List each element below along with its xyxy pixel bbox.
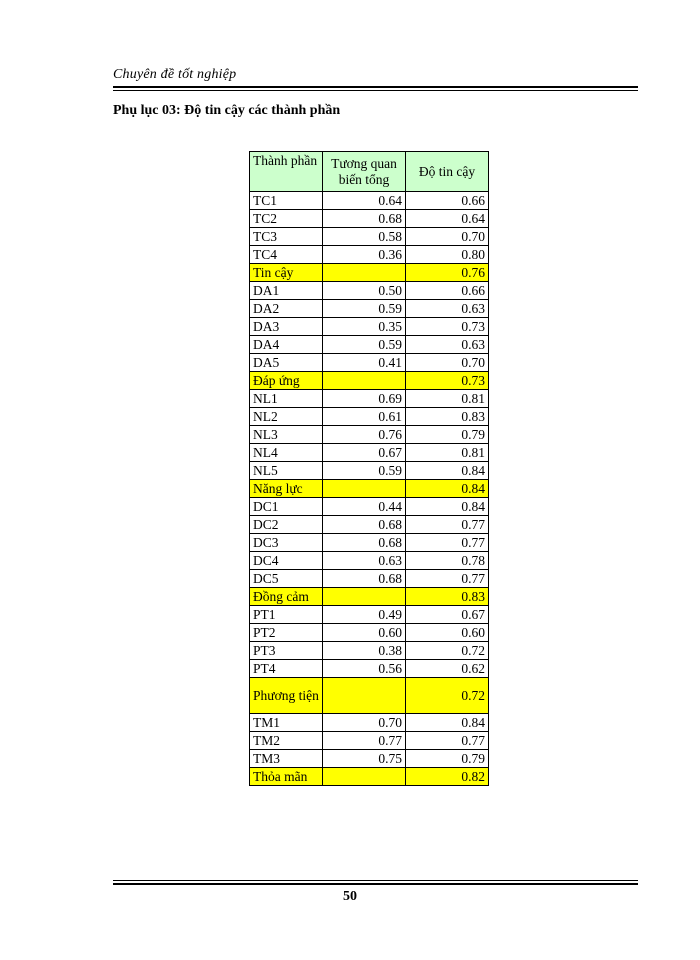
- cell-reliability: 0.70: [406, 228, 489, 246]
- cell-component: PT2: [250, 624, 323, 642]
- cell-reliability: 0.70: [406, 354, 489, 372]
- cell-component: TC3: [250, 228, 323, 246]
- table-header-row: [250, 152, 489, 192]
- cell-component: PT3: [250, 642, 323, 660]
- cell-reliability: 0.73: [406, 318, 489, 336]
- cell-reliability: 0.79: [406, 750, 489, 768]
- cell-correlation: 0.64: [323, 192, 406, 210]
- cell-reliability: 0.77: [406, 516, 489, 534]
- cell-reliability: 0.81: [406, 390, 489, 408]
- header-rule-thin: [113, 90, 638, 91]
- cell-reliability: 0.72: [406, 678, 489, 714]
- cell-reliability: 0.78: [406, 552, 489, 570]
- cell-component: TC1: [250, 192, 323, 210]
- cell-correlation: 0.68: [323, 516, 406, 534]
- table-row: [250, 660, 489, 678]
- cell-correlation: 0.58: [323, 228, 406, 246]
- cell-correlation: 0.35: [323, 318, 406, 336]
- cell-reliability: 0.84: [406, 480, 489, 498]
- cell-reliability: 0.66: [406, 192, 489, 210]
- table-row: [250, 462, 489, 480]
- cell-component: DC1: [250, 498, 323, 516]
- table-row: [250, 570, 489, 588]
- running-header: Chuyên đề tốt nghiệp: [113, 67, 237, 82]
- table-row: [250, 606, 489, 624]
- cell-reliability: 0.83: [406, 588, 489, 606]
- table-row: [250, 642, 489, 660]
- table-row: [250, 714, 489, 732]
- table-row: [250, 516, 489, 534]
- table-row: [250, 732, 489, 750]
- cell-reliability: 0.84: [406, 714, 489, 732]
- cell-correlation: 0.56: [323, 660, 406, 678]
- cell-reliability: 0.79: [406, 426, 489, 444]
- cell-component: DC5: [250, 570, 323, 588]
- table-row: [250, 498, 489, 516]
- summary-row: [250, 372, 489, 390]
- table-row: [250, 390, 489, 408]
- table-row: [250, 282, 489, 300]
- cell-component: NL1: [250, 390, 323, 408]
- cell-correlation: 0.61: [323, 408, 406, 426]
- cell-component: TC2: [250, 210, 323, 228]
- cell-component: TM2: [250, 732, 323, 750]
- table-row: [250, 336, 489, 354]
- cell-component: Phương tiện: [250, 678, 323, 714]
- cell-component: NL3: [250, 426, 323, 444]
- cell-correlation: 0.63: [323, 552, 406, 570]
- cell-correlation: 0.68: [323, 570, 406, 588]
- table-row: [250, 318, 489, 336]
- cell-component: Năng lực: [250, 480, 323, 498]
- column-header-reliability: Độ tin cậy: [406, 152, 489, 192]
- cell-correlation: [323, 588, 406, 606]
- cell-component: Đáp ứng: [250, 372, 323, 390]
- cell-correlation: 0.59: [323, 462, 406, 480]
- cell-component: PT4: [250, 660, 323, 678]
- cell-reliability: 0.66: [406, 282, 489, 300]
- cell-correlation: 0.59: [323, 300, 406, 318]
- cell-correlation: 0.75: [323, 750, 406, 768]
- cell-reliability: 0.77: [406, 570, 489, 588]
- cell-reliability: 0.81: [406, 444, 489, 462]
- cell-correlation: 0.69: [323, 390, 406, 408]
- summary-row: [250, 768, 489, 786]
- cell-correlation: 0.76: [323, 426, 406, 444]
- table-row: [250, 750, 489, 768]
- cell-reliability: 0.82: [406, 768, 489, 786]
- cell-reliability: 0.62: [406, 660, 489, 678]
- reliability-table: [249, 151, 489, 786]
- cell-correlation: 0.50: [323, 282, 406, 300]
- cell-component: DA5: [250, 354, 323, 372]
- cell-component: NL2: [250, 408, 323, 426]
- cell-correlation: 0.60: [323, 624, 406, 642]
- cell-correlation: 0.68: [323, 210, 406, 228]
- cell-correlation: [323, 678, 406, 714]
- table-row: [250, 354, 489, 372]
- cell-component: Đồng cảm: [250, 588, 323, 606]
- cell-component: Thỏa mãn: [250, 768, 323, 786]
- cell-component: NL4: [250, 444, 323, 462]
- summary-row: [250, 588, 489, 606]
- footer-rule-thick: [113, 883, 638, 885]
- table-row: [250, 426, 489, 444]
- header-rule-thick: [113, 86, 638, 88]
- table-row: [250, 210, 489, 228]
- cell-correlation: 0.68: [323, 534, 406, 552]
- cell-correlation: 0.67: [323, 444, 406, 462]
- cell-correlation: 0.44: [323, 498, 406, 516]
- cell-component: DA2: [250, 300, 323, 318]
- cell-reliability: 0.84: [406, 462, 489, 480]
- cell-component: PT1: [250, 606, 323, 624]
- cell-correlation: 0.70: [323, 714, 406, 732]
- column-header-component: Thành phần: [250, 152, 323, 192]
- cell-component: TM1: [250, 714, 323, 732]
- cell-component: NL5: [250, 462, 323, 480]
- cell-correlation: [323, 768, 406, 786]
- cell-reliability: 0.76: [406, 264, 489, 282]
- page-number: 50: [343, 889, 357, 904]
- cell-correlation: [323, 480, 406, 498]
- table-row: [250, 192, 489, 210]
- cell-correlation: 0.36: [323, 246, 406, 264]
- table-row: [250, 552, 489, 570]
- cell-component: Tin cậy: [250, 264, 323, 282]
- cell-component: DA4: [250, 336, 323, 354]
- cell-correlation: 0.59: [323, 336, 406, 354]
- table-row: [250, 246, 489, 264]
- cell-reliability: 0.60: [406, 624, 489, 642]
- cell-reliability: 0.67: [406, 606, 489, 624]
- cell-correlation: 0.41: [323, 354, 406, 372]
- appendix-title: Phụ lục 03: Độ tin cậy các thành phần: [113, 103, 341, 118]
- cell-component: TM3: [250, 750, 323, 768]
- cell-component: TC4: [250, 246, 323, 264]
- cell-component: DA1: [250, 282, 323, 300]
- cell-component: DA3: [250, 318, 323, 336]
- table-row: [250, 624, 489, 642]
- cell-reliability: 0.73: [406, 372, 489, 390]
- cell-reliability: 0.77: [406, 732, 489, 750]
- cell-reliability: 0.80: [406, 246, 489, 264]
- cell-component: DC2: [250, 516, 323, 534]
- footer-rule-thin: [113, 880, 638, 881]
- cell-correlation: 0.38: [323, 642, 406, 660]
- cell-correlation: 0.49: [323, 606, 406, 624]
- summary-row: [250, 480, 489, 498]
- cell-reliability: 0.64: [406, 210, 489, 228]
- summary-row: [250, 678, 489, 714]
- cell-component: DC3: [250, 534, 323, 552]
- cell-reliability: 0.63: [406, 300, 489, 318]
- cell-reliability: 0.77: [406, 534, 489, 552]
- cell-correlation: [323, 264, 406, 282]
- cell-correlation: [323, 372, 406, 390]
- cell-reliability: 0.84: [406, 498, 489, 516]
- cell-reliability: 0.72: [406, 642, 489, 660]
- table-row: [250, 534, 489, 552]
- cell-reliability: 0.83: [406, 408, 489, 426]
- cell-reliability: 0.63: [406, 336, 489, 354]
- summary-row: [250, 264, 489, 282]
- cell-component: DC4: [250, 552, 323, 570]
- table-row: [250, 408, 489, 426]
- table-row: [250, 228, 489, 246]
- table-row: [250, 444, 489, 462]
- cell-correlation: 0.77: [323, 732, 406, 750]
- table-row: [250, 300, 489, 318]
- column-header-item-total-correlation: Tương quan biến tổng: [323, 152, 406, 192]
